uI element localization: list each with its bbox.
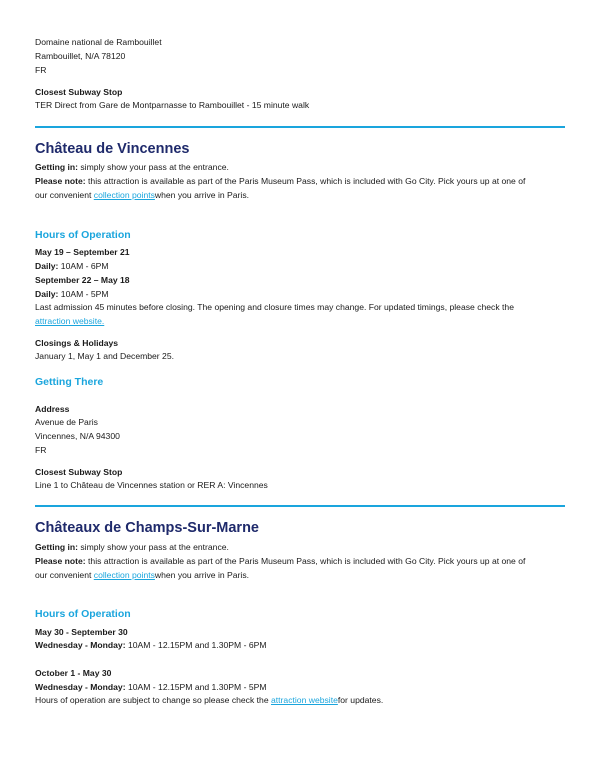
top-address-line-1: Domaine national de Rambouillet (35, 37, 162, 47)
vincennes-getting-there-heading: Getting There (35, 376, 104, 388)
daily-label: Daily: (35, 261, 59, 271)
champs-note-line-2 (35, 569, 249, 583)
note-label: Please note: (35, 176, 86, 186)
vincennes-title: Château de Vincennes (35, 141, 190, 157)
section-divider (35, 505, 565, 507)
top-address-line-2: Rambouillet, N/A 78120 (35, 51, 126, 61)
champs-period-2: October 1 - May 30 (35, 668, 112, 678)
note-label: Please note: (35, 556, 86, 566)
attraction-website-link[interactable]: attraction website. (35, 316, 105, 326)
top-subway-text: TER Direct from Gare de Montparnasse to Rambouillet - 15 minute walk (35, 100, 310, 110)
vincennes-period-2-hours (35, 288, 109, 302)
note-text-pre: our convenient (35, 570, 94, 580)
champs-hours-heading: Hours of Operation (35, 608, 131, 620)
note-text-post: when you arrive in Paris. (154, 190, 250, 200)
hours-text: 10AM - 12.15PM and 1.30PM - 5PM (125, 682, 267, 692)
champs-title: Châteaux de Champs-Sur-Marne (35, 520, 259, 536)
section-divider (35, 126, 565, 128)
champs-note (35, 555, 525, 569)
daily-label: Daily: (35, 289, 59, 299)
note-text: this attraction is available as part of the Paris Museum Pass, which is included with Go City. Pick yours up at one of (85, 176, 526, 186)
champs-getting-in (35, 541, 229, 555)
vincennes-closings-text: January 1, May 1 and December 25. (35, 351, 175, 361)
vincennes-subway-label: Closest Subway Stop (35, 467, 123, 477)
top-subway-label: Closest Subway Stop (35, 87, 123, 97)
champs-period-2-hours (35, 681, 267, 695)
getting-in-label: Getting in: (35, 542, 78, 552)
hours-text: 10AM - 6PM (58, 261, 109, 271)
vincennes-note (35, 175, 525, 189)
days-label: Wednesday - Monday: (35, 640, 126, 650)
vincennes-hours-heading: Hours of Operation (35, 229, 131, 241)
vincennes-address-2: Vincennes, N/A 94300 (35, 431, 120, 441)
hours-text: 10AM - 12.15PM and 1.30PM - 6PM (125, 640, 267, 650)
note-text: this attraction is available as part of the Paris Museum Pass, which is included with Go City. Pick yours up at one of (85, 556, 526, 566)
attraction-website-link[interactable]: attraction website (271, 695, 338, 705)
top-address-line-3: FR (35, 65, 47, 75)
collection-points-link[interactable]: collection points (93, 190, 155, 200)
vincennes-address-3: FR (35, 445, 47, 455)
hours-text: 10AM - 5PM (58, 289, 109, 299)
collection-points-link[interactable]: collection points (93, 570, 155, 580)
vincennes-subway-text: Line 1 to Château de Vincennes station or RER A: Vincennes (35, 480, 268, 490)
getting-in-label: Getting in: (35, 162, 78, 172)
vincennes-last-admission: Last admission 45 minutes before closing. The opening and closure times may change. For updated timings, please check the (35, 302, 514, 312)
vincennes-note-line-2 (35, 189, 249, 203)
vincennes-period-1: May 19 – September 21 (35, 247, 130, 257)
champs-footer-note (35, 694, 383, 708)
vincennes-getting-in (35, 161, 229, 175)
note-text-pre: our convenient (35, 190, 94, 200)
champs-period-1-hours (35, 639, 267, 653)
footer-text-pre: Hours of operation are subject to change so please check the (35, 695, 271, 705)
vincennes-period-2: September 22 – May 18 (35, 275, 130, 285)
getting-in-text: simply show your pass at the entrance. (77, 162, 229, 172)
vincennes-address-1: Avenue de Paris (35, 417, 98, 427)
note-text-post: when you arrive in Paris. (154, 570, 250, 580)
champs-period-1: May 30 - September 30 (35, 627, 128, 637)
vincennes-period-1-hours (35, 260, 109, 274)
footer-text-post: for updates. (337, 695, 384, 705)
vincennes-closings-label: Closings & Holidays (35, 338, 119, 348)
vincennes-address-label: Address (35, 404, 70, 414)
getting-in-text: simply show your pass at the entrance. (77, 542, 229, 552)
vincennes-website-line (35, 315, 104, 329)
days-label: Wednesday - Monday: (35, 682, 126, 692)
